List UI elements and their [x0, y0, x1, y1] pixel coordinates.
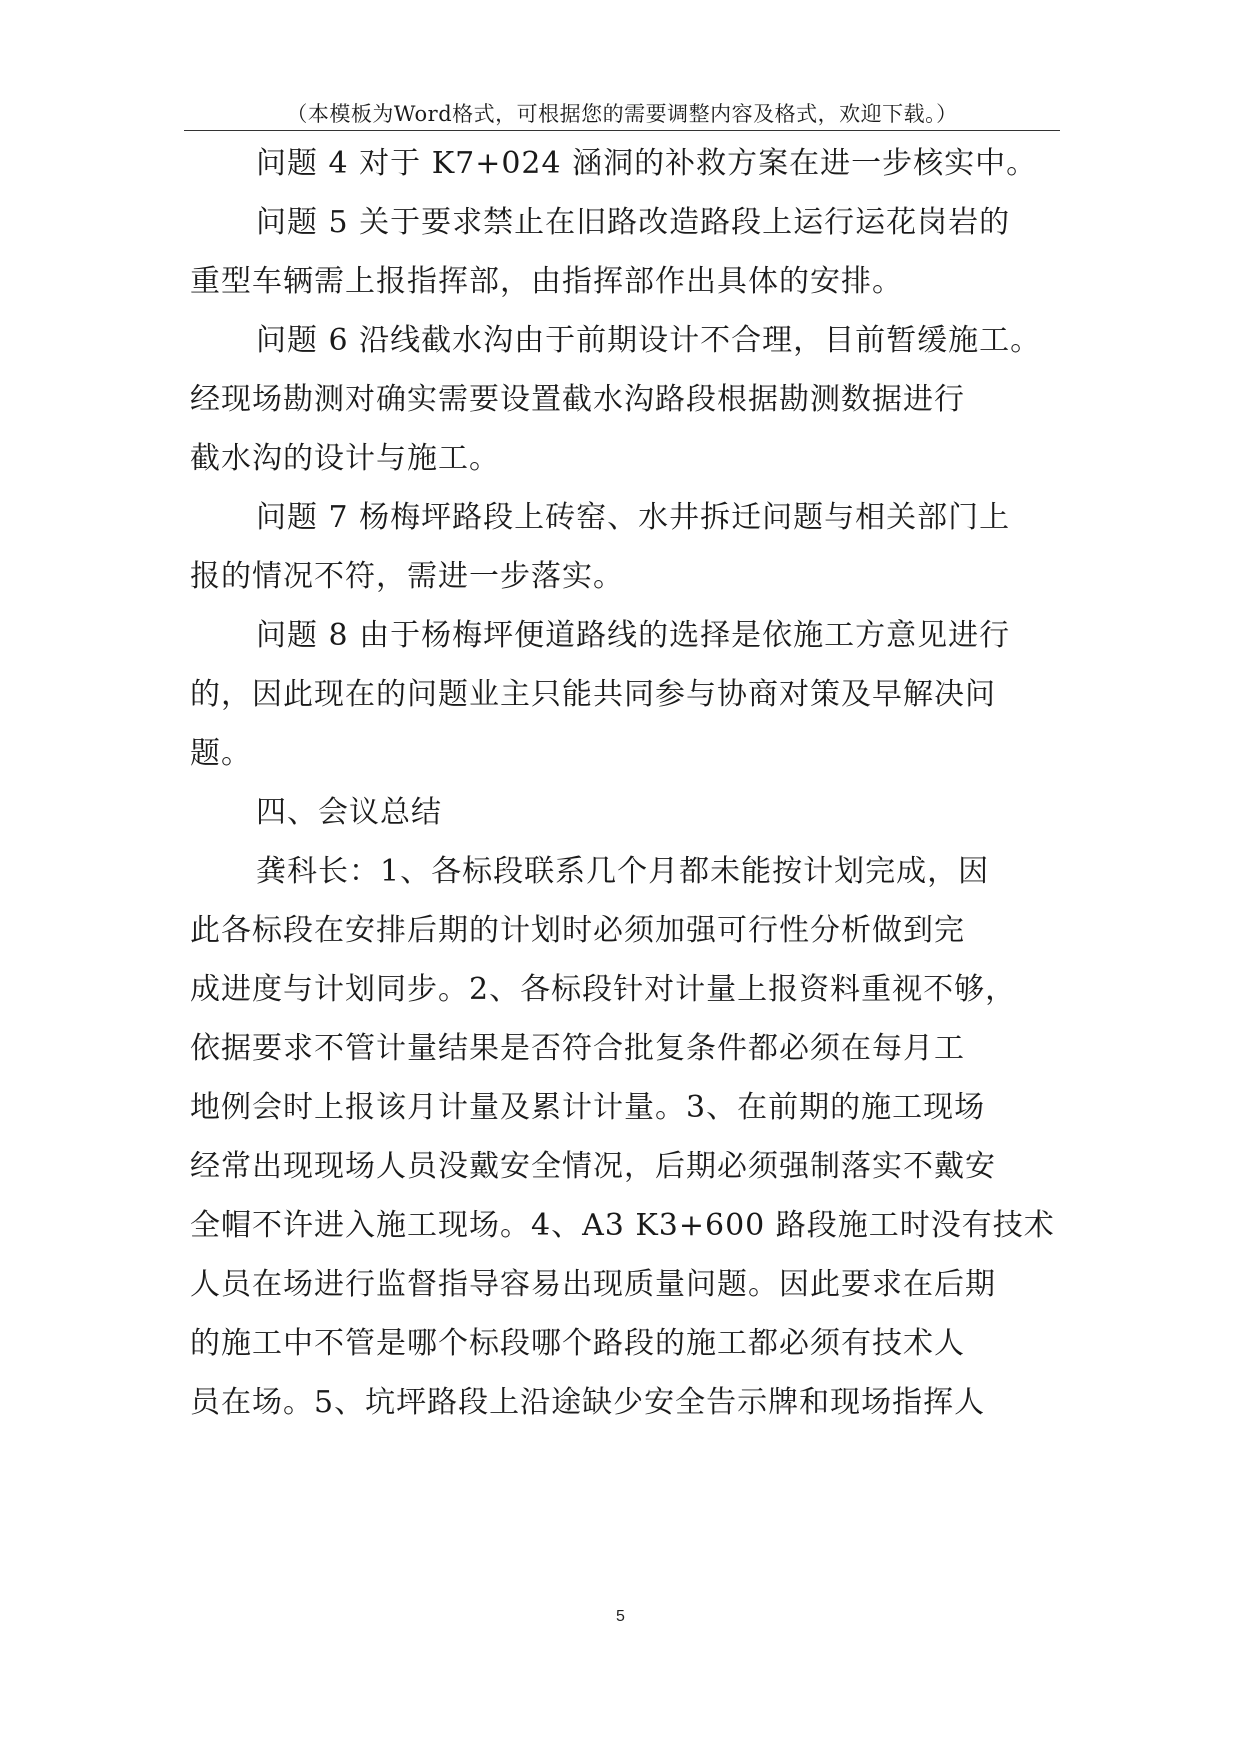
paragraph-line: 龚科长：1、各标段联系几个月都未能按计划完成，因 — [256, 854, 990, 889]
paragraph-line: 报的情况不符，需进一步落实。 — [190, 559, 624, 594]
paragraph-line: 员在场。5、坑坪路段上沿途缺少安全告示牌和现场指挥人 — [190, 1385, 986, 1420]
paragraph-line: 题。 — [190, 736, 252, 771]
paragraph-line: 的，因此现在的问题业主只能共同参与协商对策及早解决问 — [190, 677, 996, 712]
paragraph-line: 问题 6 沿线截水沟由于前期设计不合理，目前暂缓施工。 — [256, 323, 1042, 358]
paragraph-line: 人员在场进行监督指导容易出现质量问题。因此要求在后期 — [190, 1267, 996, 1302]
paragraph-line: 成进度与计划同步。2、各标段针对计量上报资料重视不够， — [190, 972, 1017, 1007]
page-header-note: （本模板为Word格式，可根据您的需要调整内容及格式，欢迎下载。） — [286, 102, 958, 126]
paragraph-line: 截水沟的设计与施工。 — [190, 441, 500, 476]
paragraph-line: 问题 8 由于杨梅坪便道路线的选择是依施工方意见进行 — [256, 618, 1011, 653]
paragraph-line: 经常出现现场人员没戴安全情况，后期必须强制落实不戴安 — [190, 1149, 996, 1184]
section-heading: 四、会议总结 — [256, 795, 442, 830]
page-number: 5 — [616, 1608, 625, 1625]
paragraph-line: 此各标段在安排后期的计划时必须加强可行性分析做到完 — [190, 913, 965, 948]
paragraph-line: 地例会时上报该月计量及累计计量。3、在前期的施工现场 — [190, 1090, 986, 1125]
paragraph-line: 全帽不许进入施工现场。4、A3 K3+600 路段施工时没有技术 — [190, 1208, 1055, 1243]
paragraph-line: 重型车辆需上报指挥部，由指挥部作出具体的安排。 — [190, 264, 903, 299]
paragraph-line: 的施工中不管是哪个标段哪个路段的施工都必须有技术人 — [190, 1326, 965, 1361]
paragraph-line: 经现场勘测对确实需要设置截水沟路段根据勘测数据进行 — [190, 382, 965, 417]
paragraph-line: 依据要求不管计量结果是否符合批复条件都必须在每月工 — [190, 1031, 965, 1066]
paragraph-line: 问题 4 对于 K7+024 涵洞的补救方案在进一步核实中。 — [256, 146, 1038, 181]
paragraph-line: 问题 5 关于要求禁止在旧路改造路段上运行运花岗岩的 — [256, 205, 1011, 240]
header-divider — [184, 130, 1060, 131]
paragraph-line: 问题 7 杨梅坪路段上砖窑、水井拆迁问题与相关部门上 — [256, 500, 1011, 535]
